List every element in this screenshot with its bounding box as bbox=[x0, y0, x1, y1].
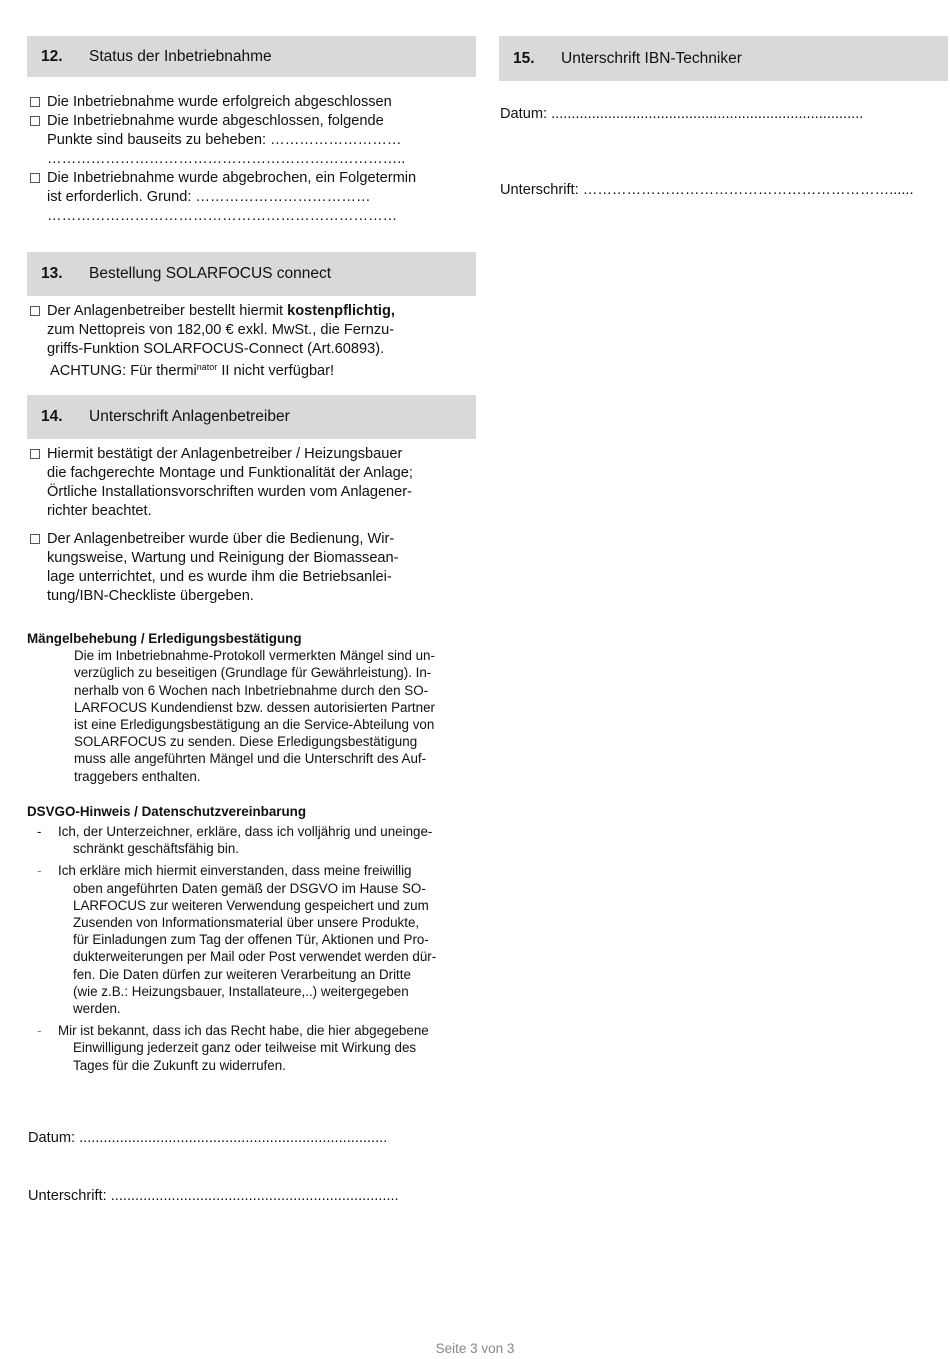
section-number: 12. bbox=[41, 47, 63, 65]
connect-order-option[interactable] bbox=[27, 302, 476, 359]
checkbox-icon[interactable] bbox=[30, 173, 40, 183]
signature-dots: ....................................................................... bbox=[110, 1188, 399, 1204]
order-text: griffs-Funktion SOLARFOCUS-Connect (Art.60893). bbox=[47, 341, 385, 357]
option-text: Die Inbetriebnahme wurde abgeschlossen, folgende bbox=[47, 113, 384, 129]
fill-line: ……………………………………………………………… bbox=[47, 208, 398, 224]
technician-date-field[interactable] bbox=[500, 106, 863, 122]
dash-bullet: - bbox=[37, 824, 42, 840]
dsgvo-item: - Ich erkläre mich hiermit einverstanden, dass meine freiwillig oben angeführten Daten gemäß der DSGVO im Hause SO- LARFOCUS zur weiteren Verwendung gespeichert und zum Zusenden von Informationsmaterial über unsere Produkte, für Einladungen zum Tag der offenen Tür, Aktionen und Pro- dukterweiterungen per Mail oder Post verwendet werden dür- fen. Die Daten dürfen zur weiteren Verarbeitung an Dritte (wie z.B.: Heizungsbauer, Installateure,..) weitergegeben werden. bbox=[37, 863, 437, 1017]
date-dots: ............................................................................ bbox=[79, 1130, 388, 1146]
dsgvo-item: - Ich, der Unterzeichner, erkläre, dass ich volljährig und uneinge- schränkt geschäftsfähig bin. bbox=[37, 824, 433, 857]
section-number: 15. bbox=[513, 49, 535, 67]
section-number: 14. bbox=[41, 408, 63, 425]
fill-line: ……………………………………………………………….. bbox=[47, 151, 406, 167]
confirm-installation-option[interactable]: Hiermit bestätigt der Anlagenbetreiber / Heizungsbauer die fachgerechte Montage und Funktionalität der Anlage; Örtliche Installationsvorschriften wurden vom Anlagener- richter beachtet. bbox=[27, 445, 476, 521]
right-column bbox=[499, 36, 948, 81]
connect-warning: ACHTUNG: Für thermi$^{nator}$ II nicht verfügbar! bbox=[50, 362, 335, 379]
signature-label: Unterschrift: bbox=[500, 182, 579, 198]
dash-bullet: - bbox=[37, 863, 42, 879]
order-text-bold: kostenpflichtig, bbox=[287, 303, 395, 319]
dsgvo-heading: DSVGO-Hinweis / Datenschutzvereinbarung bbox=[27, 803, 307, 819]
section-15-header bbox=[499, 36, 948, 81]
section-14-header bbox=[27, 395, 476, 439]
technician-signature-field[interactable] bbox=[500, 182, 948, 198]
option-text: Die Inbetriebnahme wurde abgebrochen, ein Folgetermin bbox=[47, 170, 417, 186]
confirm-instruction-option[interactable]: Der Anlagenbetreiber wurde über die Bedienung, Wir- kungsweise, Wartung und Reinigung der Biomassean- lage unterrichtet, und es wurde ihm die Betriebsanlei- tung/IBN-Checkliste übergeben. bbox=[27, 530, 476, 606]
section-12-header bbox=[27, 36, 476, 77]
checkbox-icon[interactable] bbox=[30, 449, 40, 459]
left-date-field[interactable] bbox=[28, 1130, 387, 1146]
date-label: Datum: bbox=[500, 106, 548, 122]
date-label: Datum: bbox=[28, 1130, 76, 1146]
status-option-aborted[interactable] bbox=[27, 169, 476, 226]
page-number: Seite 3 von 3 bbox=[435, 1341, 515, 1356]
option-text: Punkte sind bauseits zu beheben: ……………………… bbox=[47, 132, 402, 148]
section-13-header bbox=[27, 252, 476, 296]
checkbox-icon[interactable] bbox=[30, 306, 40, 316]
section-title: Unterschrift Anlagenbetreiber bbox=[89, 408, 290, 425]
section-title: Bestellung SOLARFOCUS connect bbox=[89, 265, 332, 282]
dash-bullet: - bbox=[37, 1023, 42, 1039]
status-option-open-points[interactable] bbox=[27, 112, 476, 169]
signature-dots: ………………………………………………………...... bbox=[582, 182, 914, 198]
order-text: Der Anlagenbetreiber bestellt hiermit bbox=[47, 303, 288, 319]
section-number: 13. bbox=[41, 265, 63, 282]
date-dots: ............................................................................. bbox=[551, 106, 864, 122]
maengel-heading: Mängelbehebung / Erledigungsbestätigung bbox=[27, 631, 302, 646]
signature-label: Unterschrift: bbox=[28, 1188, 107, 1204]
option-text: ist erforderlich. Grund: ……………………………… bbox=[47, 189, 371, 205]
option-text: Die Inbetriebnahme wurde erfolgreich abgeschlossen bbox=[47, 94, 392, 110]
checkbox-icon[interactable] bbox=[30, 534, 40, 544]
left-signature-field[interactable] bbox=[28, 1188, 399, 1204]
left-column bbox=[27, 36, 476, 1074]
status-option-success[interactable] bbox=[27, 93, 476, 112]
checkbox-icon[interactable] bbox=[30, 116, 40, 126]
dsgvo-item: - Mir ist bekannt, dass ich das Recht habe, die hier abgegebene Einwilligung jederzeit ganz oder teilweise mit Wirkung des Tages für die Zukunft zu widerrufen. bbox=[37, 1023, 429, 1073]
checkbox-icon[interactable] bbox=[30, 97, 40, 107]
maengel-text: Die im Inbetriebnahme-Protokoll vermerkten Mängel sind un- verzüglich zu beseitigen (Grundlage für Gewährleistung). In- nerhalb von 6 Wochen nach Inbetriebnahme durch den SO- LARFOCUS Kundendienst bzw. dessen autorisierten Partner ist eine Erledigungsbestätigung an die Service-Abteilung von SOLARFOCUS zu senden. Diese Erledigungsbestätigung muss alle angeführten Mängel und die Unterschrift des Auf- traggebers enthalten. bbox=[74, 648, 435, 784]
section-title: Unterschrift IBN-Techniker bbox=[561, 49, 742, 67]
order-text: zum Nettopreis von 182,00 € exkl. MwSt., die Fernzu- bbox=[47, 322, 395, 338]
section-title: Status der Inbetriebnahme bbox=[89, 47, 272, 65]
